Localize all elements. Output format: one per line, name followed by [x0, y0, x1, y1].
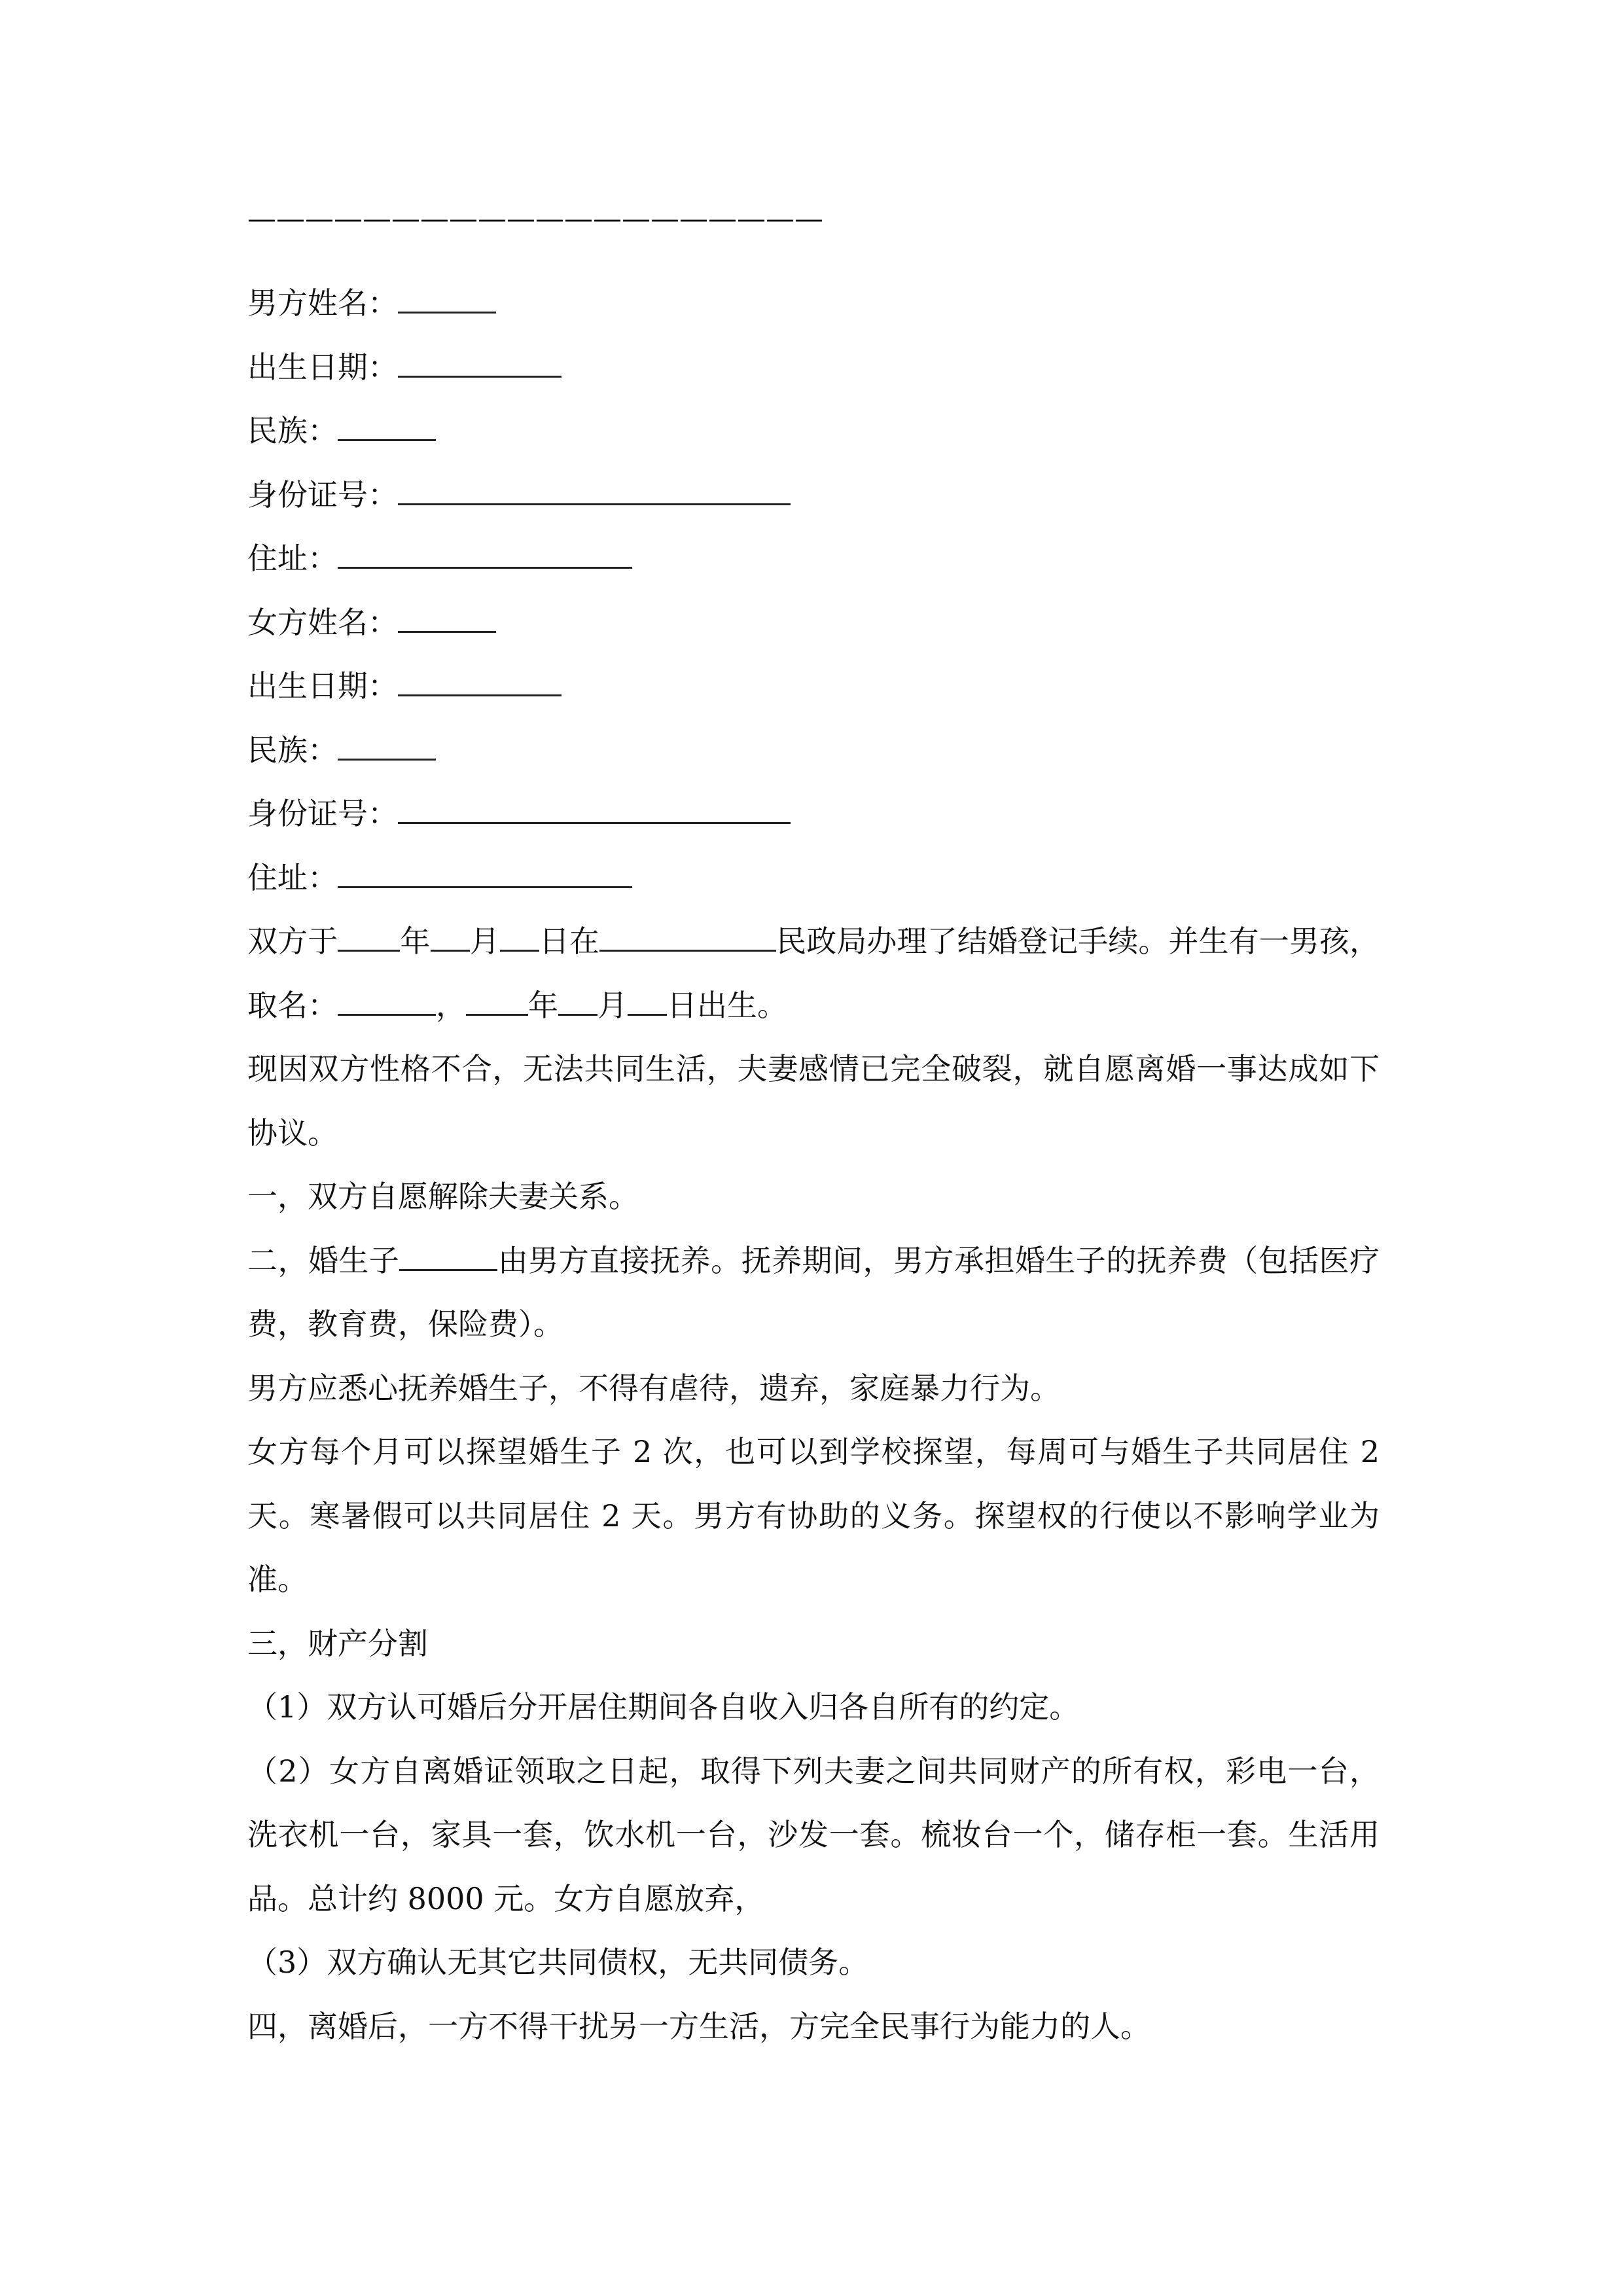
male-name-line	[247, 272, 1380, 336]
male-name-blank[interactable]	[398, 285, 496, 314]
female-nation-label: 民族：	[247, 732, 338, 768]
male-birth-label: 出生日期：	[247, 349, 398, 385]
marriage-place-blank[interactable]	[599, 924, 776, 952]
male-nation-blank[interactable]	[338, 413, 436, 441]
male-nation-label: 民族：	[247, 413, 338, 448]
visitation-paragraph: 女方每个月可以探望婚生子 2 次，也可以到学校探望，每周可与婚生子共同居住 2 天。寒暑假可以共同居住 2 天。男方有协助的义务。探望权的行使以不影响学业为准。	[247, 1434, 1380, 1597]
marriage-text: 日在	[539, 924, 600, 959]
property-item-1: （1）双方认可婚后分开居住期间各自收入归各自所有的约定。	[247, 1689, 1080, 1725]
clause-three-heading: 三，财产分割	[247, 1625, 428, 1661]
female-birth-label: 出生日期：	[247, 668, 398, 704]
male-birth-line	[247, 336, 1380, 400]
male-address-blank[interactable]	[338, 541, 632, 569]
male-id-blank[interactable]	[398, 477, 791, 505]
male-name-label: 男方姓名：	[247, 285, 398, 321]
son-name-blank[interactable]	[399, 1243, 497, 1271]
female-nation-line	[247, 719, 1380, 783]
female-address-label: 住址：	[247, 859, 338, 895]
marriage-text: 月	[597, 987, 628, 1023]
female-address-blank[interactable]	[338, 860, 632, 888]
spacer	[247, 239, 1380, 272]
male-nation-line	[247, 399, 1380, 463]
reason-paragraph: 现因双方性格不合，无法共同生活，夫妻感情已完全破裂，就自愿离婚一事达成如下协议。	[247, 1051, 1380, 1151]
female-id-label: 身份证号：	[247, 796, 398, 831]
male-address-line	[247, 527, 1380, 591]
clause-one: 一，双方自愿解除夫妻关系。	[247, 1179, 639, 1214]
child-name-blank[interactable]	[338, 988, 436, 1016]
child-birth-month-blank[interactable]	[558, 988, 597, 1016]
marriage-day-blank[interactable]	[500, 924, 539, 952]
male-id-line	[247, 463, 1380, 528]
male-id-label: 身份证号：	[247, 476, 398, 512]
marriage-text: 年	[400, 924, 431, 959]
clause-two	[247, 1229, 1380, 1357]
marriage-text: 民政局办理了结婚登记手续。并生有一男孩，取名：	[247, 924, 1380, 1023]
clause-two-text: 由男方直接抚养。抚养期间，男方承担婚生子的抚养费（包括医疗费，教育费，保险费）。	[247, 1242, 1380, 1342]
child-birth-year-blank[interactable]	[466, 988, 528, 1016]
child-birth-day-blank[interactable]	[628, 988, 667, 1016]
female-name-label: 女方姓名：	[247, 604, 398, 640]
female-nation-blank[interactable]	[338, 732, 436, 761]
female-id-blank[interactable]	[398, 796, 791, 824]
male-birth-blank[interactable]	[398, 350, 562, 378]
marriage-text: 月	[469, 924, 500, 959]
property-item-3: （3）双方确认无其它共同债权，无共同债务。	[247, 1945, 869, 1980]
marriage-month-blank[interactable]	[431, 924, 470, 952]
female-name-line	[247, 591, 1380, 655]
female-id-line	[247, 782, 1380, 846]
marriage-text: 年	[528, 987, 558, 1023]
female-birth-line	[247, 655, 1380, 719]
marriage-text: ，	[436, 987, 466, 1023]
female-birth-blank[interactable]	[398, 668, 562, 696]
marriage-text: 双方于	[247, 924, 338, 959]
female-name-blank[interactable]	[398, 605, 496, 633]
care-paragraph: 男方应悉心抚养婚生子，不得有虐待，遗弃，家庭暴力行为。	[247, 1370, 1060, 1406]
marriage-year-blank[interactable]	[338, 924, 400, 952]
property-item-2: （2）女方自离婚证领取之日起，取得下列夫妻之间共同财产的所有权，彩电一台，洗衣机一台，家具一套，饮水机一台，沙发一套。梳妆台一个，储存柜一套。生活用品。总计约 8000 元。女方自愿放弃，	[247, 1753, 1380, 1916]
clause-four: 四，离婚后，一方不得干扰另一方生活，方完全民事行为能力的人。	[247, 2008, 1150, 2044]
marriage-text: 日出生。	[667, 987, 787, 1023]
clause-two-text: 二，婚生子	[247, 1242, 400, 1278]
top-signature-rule: ————————————————————	[247, 202, 823, 236]
male-address-label: 住址：	[247, 541, 338, 576]
female-address-line	[247, 846, 1380, 910]
document-body	[247, 200, 1380, 2058]
marriage-paragraph	[247, 910, 1380, 1037]
